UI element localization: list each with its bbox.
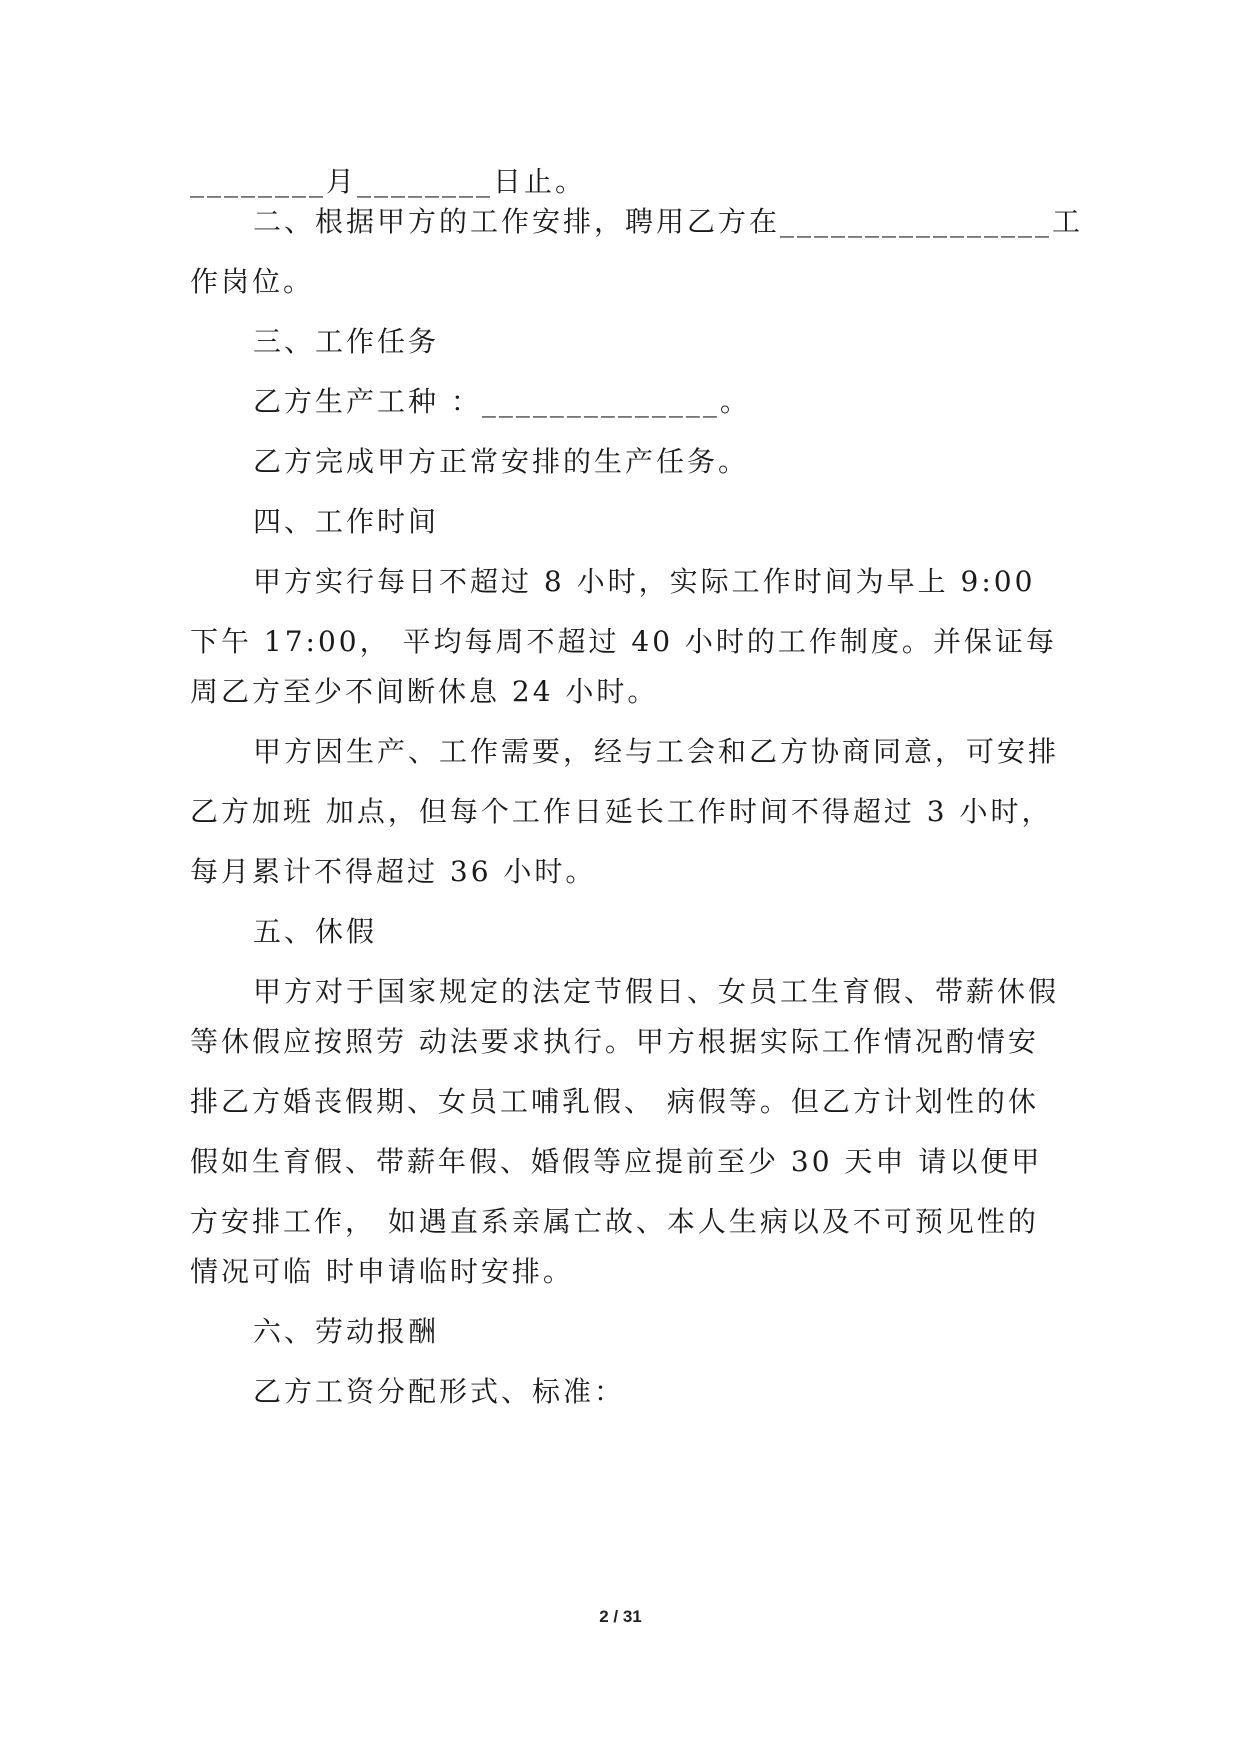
leave-text: 甲方对于国家规定的法定节假日、女员工生育假、带薪休假 [253,975,1060,1008]
section-heading-leave: 五、休假 [253,915,378,948]
leave-text-cont-5: 情况可临 时申请临时安排。 [190,1255,574,1288]
overtime-text-cont-2: 每月累计不得超过 36 小时。 [190,855,597,888]
work-hours-text-cont-2: 周乙方至少不间断休息 24 小时。 [190,675,659,708]
overtime-text: 甲方因生产、工作需要，经与工会和乙方协商同意，可安排 [253,735,1060,768]
leave-text-cont-3: 假如生育假、带薪年假、婚假等应提前至少 30 天申 请以便甲 [190,1145,1043,1178]
date-end-line: ________月________日止。 [190,165,587,198]
leave-text-cont-4: 方安排工作， 如遇直系亲属亡故、本人生病以及不可预见性的 [190,1205,1039,1238]
wage-text: 乙方工资分配形式、标准： [253,1375,626,1408]
section-heading-work-hours: 四、工作时间 [253,505,440,538]
section-heading-work-task: 三、工作任务 [253,325,440,358]
job-type-line: 乙方生产工种 ：______________。 [253,385,751,418]
leave-text-cont-1: 等休假应按照劳 动法要求执行。甲方根据实际工作情况酌情安 [190,1025,1039,1058]
work-hours-text-cont-1: 下午 17:00， 平均每周不超过 40 小时的工作制度。并保证每 [190,625,1057,658]
task-text: 乙方完成甲方正常安排的生产任务。 [253,445,750,478]
clause-2-text: 二、根据甲方的工作安排，聘用乙方在________________工 [253,205,1084,238]
work-hours-text: 甲方实行每日不超过 8 小时，实际工作时间为早上 9:00 [253,565,1036,598]
page-number: 2 / 31 [599,1607,642,1626]
overtime-text-cont-1: 乙方加班 加点，但每个工作日延长工作时间不得超过 3 小时， [190,795,1053,828]
leave-text-cont-2: 排乙方婚丧假期、女员工哺乳假、 病假等。但乙方计划性的休 [190,1085,1039,1118]
section-heading-remuneration: 六、劳动报酬 [253,1315,440,1348]
clause-2-text-cont: 作岗位。 [190,265,315,298]
